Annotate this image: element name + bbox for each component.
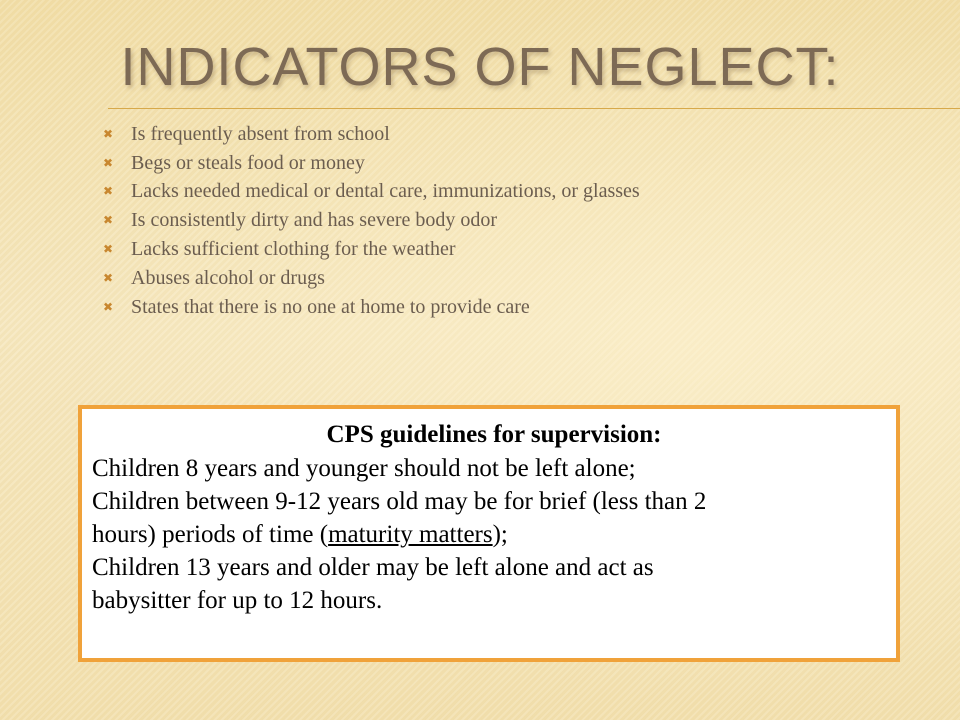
x-bullet-icon: ✖ xyxy=(103,213,114,228)
x-bullet-icon: ✖ xyxy=(103,126,114,141)
indicator-list xyxy=(103,120,640,322)
list-item xyxy=(103,178,640,207)
list-item-text: Lacks sufficient clothing for the weather xyxy=(131,238,456,261)
x-bullet-icon: ✖ xyxy=(103,270,114,285)
x-bullet-icon: ✖ xyxy=(103,299,114,314)
list-item xyxy=(103,149,640,178)
guideline-line: Children 13 years and older may be left alone and act as xyxy=(92,554,654,581)
list-item xyxy=(103,235,640,264)
guidelines-heading: CPS guidelines for supervision: xyxy=(326,421,662,448)
list-item-text: Is consistently dirty and has severe body odor xyxy=(131,209,498,232)
maturity-matters-text: maturity matters xyxy=(328,521,493,548)
guideline-text: ); xyxy=(492,521,508,548)
list-item-text: Begs or steals food or money xyxy=(131,151,365,174)
x-bullet-icon: ✖ xyxy=(103,155,114,170)
list-item-text: Is frequently absent from school xyxy=(131,122,390,145)
list-item xyxy=(103,206,640,235)
slide-title: INDICATORS OF NEGLECT: xyxy=(120,37,840,97)
guideline-line: Children between 9-12 years old may be for brief (less than 2 xyxy=(92,488,707,515)
list-item xyxy=(103,264,640,293)
guideline-line xyxy=(92,518,896,551)
list-item-text: Abuses alcohol or drugs xyxy=(131,266,325,289)
list-item-text: States that there is no one at home to provide care xyxy=(131,295,530,318)
title-divider xyxy=(108,108,960,109)
list-item xyxy=(103,293,640,322)
x-bullet-icon: ✖ xyxy=(103,184,114,199)
list-item-text: Lacks needed medical or dental care, immunizations, or glasses xyxy=(131,180,640,203)
list-item xyxy=(103,120,640,149)
x-bullet-icon: ✖ xyxy=(103,242,114,257)
guideline-line: Children 8 years and younger should not be left alone; xyxy=(92,455,636,482)
guideline-line: babysitter for up to 12 hours. xyxy=(92,587,383,614)
cps-guidelines-box xyxy=(78,405,900,662)
guideline-text: hours) periods of time ( xyxy=(92,521,329,548)
